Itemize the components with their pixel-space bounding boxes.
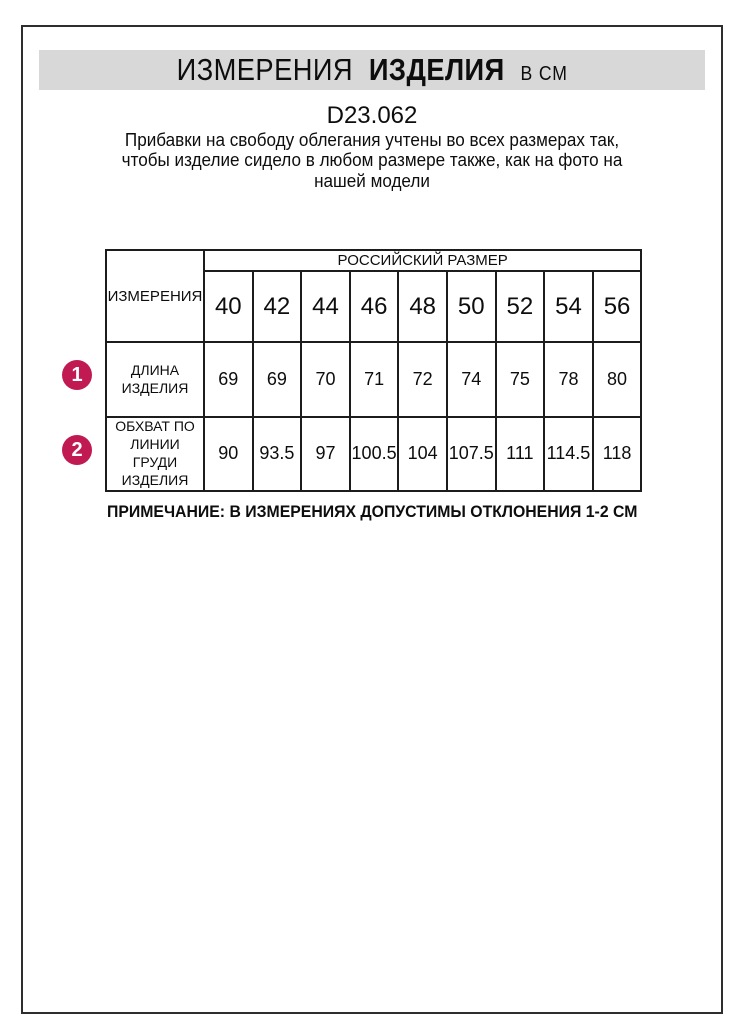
size-header: 48 — [398, 271, 447, 342]
row-label-length: ДЛИНА ИЗДЕЛИЯ — [106, 342, 204, 417]
marker-badge-1: 1 — [62, 360, 92, 390]
corner-header-cell: ИЗМЕРЕНИЯ — [106, 250, 204, 342]
size-header: 54 — [544, 271, 593, 342]
size-header: 42 — [253, 271, 302, 342]
size-header: 56 — [593, 271, 642, 342]
row-label-chest: ОБХВАТ ПО ЛИНИИ ГРУДИ ИЗДЕЛИЯ — [106, 417, 204, 491]
size-header: 50 — [447, 271, 496, 342]
chest-value: 97 — [301, 417, 350, 491]
size-table — [105, 249, 642, 492]
note-text-inner: ПРИМЕЧАНИЕ: В ИЗМЕРЕНИЯХ ДОПУСТИМЫ ОТКЛОНЕНИЯ 1-2 СМ — [106, 502, 638, 521]
title-bar — [39, 50, 705, 90]
page-title — [176, 52, 567, 88]
chest-value: 93.5 — [253, 417, 302, 491]
length-value: 75 — [496, 342, 545, 417]
title-measurements: ИЗМЕРЕНИЯ — [176, 52, 353, 87]
size-header: 44 — [301, 271, 350, 342]
size-header: 52 — [496, 271, 545, 342]
length-value: 78 — [544, 342, 593, 417]
chest-value: 100.5 — [350, 417, 399, 491]
size-header: 40 — [204, 271, 253, 342]
chest-value: 118 — [593, 417, 642, 491]
chest-value: 90 — [204, 417, 253, 491]
table-group-header-row — [106, 250, 641, 271]
length-value: 71 — [350, 342, 399, 417]
note-text — [0, 502, 744, 522]
length-value: 69 — [253, 342, 302, 417]
length-value: 70 — [301, 342, 350, 417]
length-value: 72 — [398, 342, 447, 417]
product-code: D23.062 — [326, 102, 418, 129]
chest-value: 111 — [496, 417, 545, 491]
chest-value: 107.5 — [447, 417, 496, 491]
length-value: 80 — [593, 342, 642, 417]
length-value: 74 — [447, 342, 496, 417]
chest-value: 104 — [398, 417, 447, 491]
marker-badge-2: 2 — [62, 435, 92, 465]
chest-value: 114.5 — [544, 417, 593, 491]
table-row-chest — [106, 417, 641, 491]
table-row-length — [106, 342, 641, 417]
russian-size-header: РОССИЙСКИЙ РАЗМЕР — [204, 250, 641, 271]
length-value: 69 — [204, 342, 253, 417]
fit-description: Прибавки на свободу облегания учтены во всех размерах так, чтобы изделие сидело в любом размере также, как на фото на нашей модели — [121, 130, 623, 191]
size-header: 46 — [350, 271, 399, 342]
title-product: ИЗДЕЛИЯ — [368, 52, 505, 87]
title-unit: В СМ — [520, 63, 568, 85]
